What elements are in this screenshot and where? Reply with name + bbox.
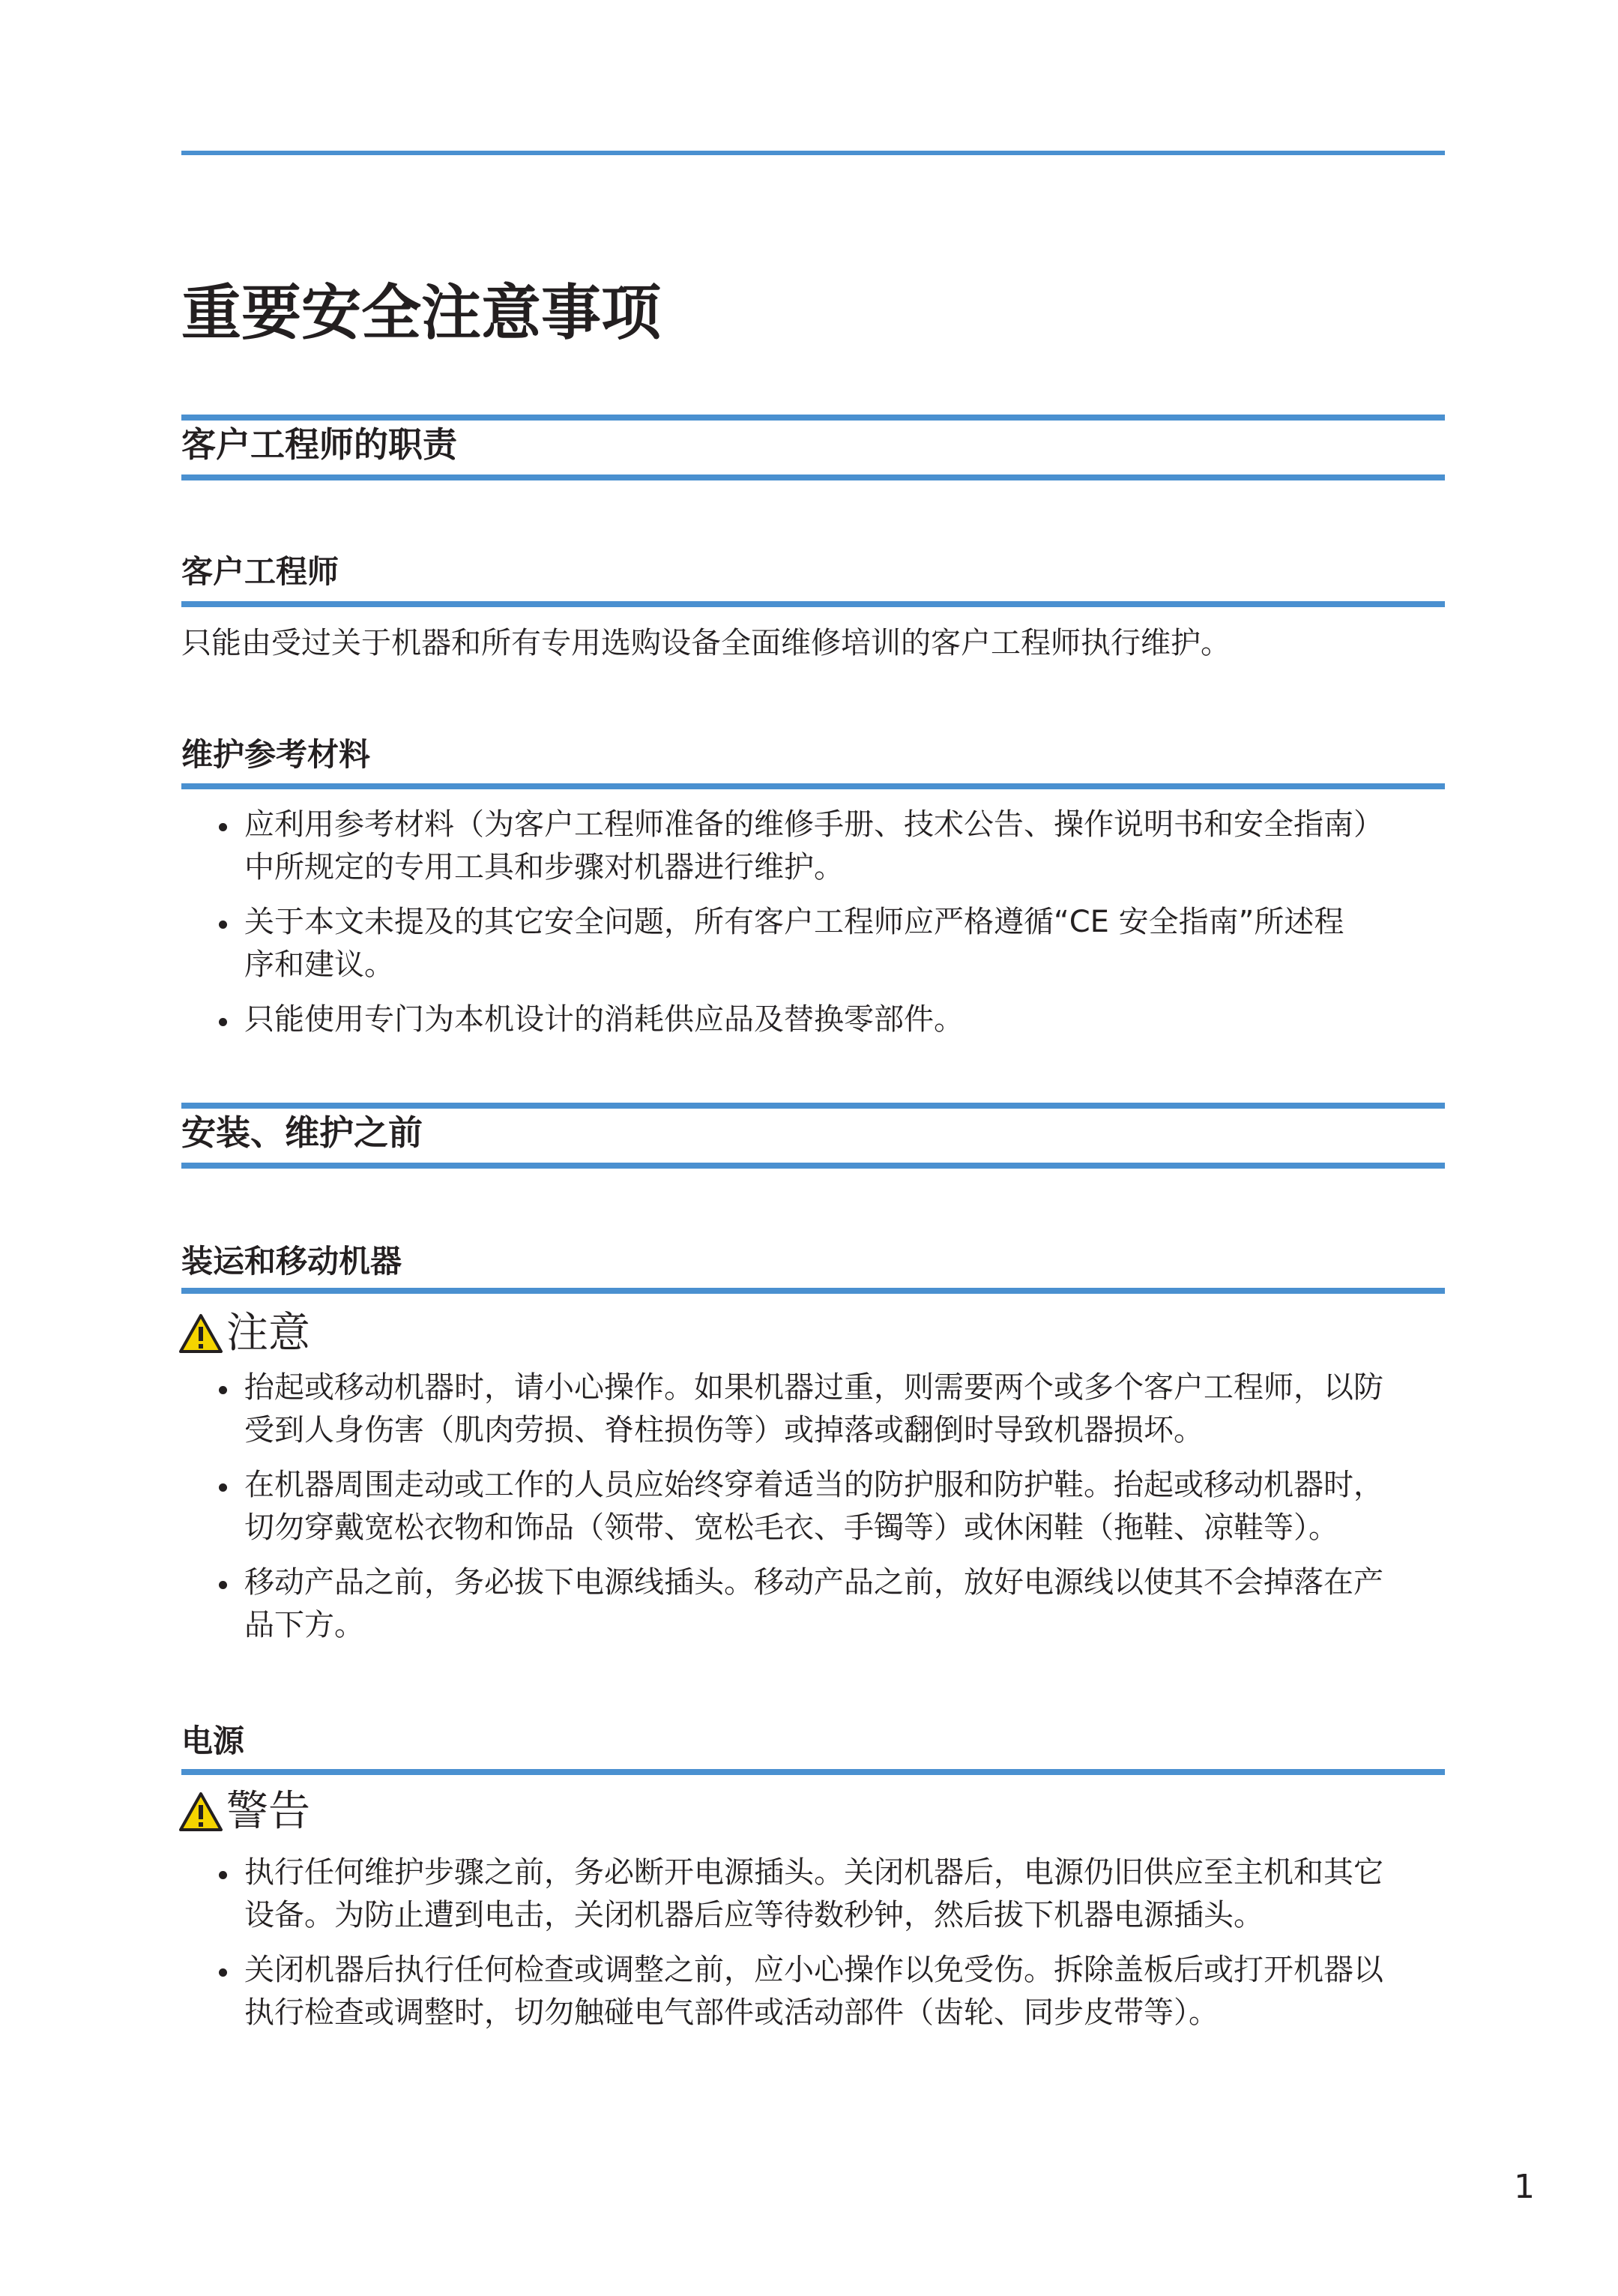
subsection-rule: [181, 601, 1445, 607]
callout-label: 注意: [226, 1309, 310, 1358]
section-heading: 安装、维护之前: [181, 1112, 423, 1153]
list-item: 关于本文未提及的其它安全问题，所有客户工程师应严格遵循“CE 安全指南”所述程 序和建议。: [181, 901, 1455, 986]
paragraph: 只能由受过关于机器和所有专用选购设备全面维修培训的客户工程师执行维护。: [181, 626, 1231, 660]
page-title: 重要安全注意事项: [181, 278, 661, 348]
subsection-rule: [181, 1288, 1445, 1294]
page-number: 1: [1514, 2168, 1535, 2206]
list-item: 关闭机器后执行任何检查或调整之前，应小心操作以免受伤。拆除盖板后或打开机器以 执行检查或调整时，切勿触碰电气部件或活动部件（齿轮、同步皮带等）。: [181, 1949, 1455, 2034]
subsection-rule: [181, 1769, 1445, 1775]
list-item: 只能使用专门为本机设计的消耗供应品及替换零部件。: [181, 998, 1455, 1041]
subsection-heading: 维护参考材料: [181, 736, 371, 773]
bullet-list: [181, 804, 1455, 1053]
list-item: 应利用参考材料（为客户工程师准备的维修手册、技术公告、操作说明书和安全指南） 中所规定的专用工具和步骤对机器进行维护。: [181, 804, 1455, 889]
subsection-heading: 客户工程师: [181, 553, 339, 590]
subsection-rule: [181, 783, 1445, 789]
caution-callout: [178, 1310, 310, 1358]
section-rule-top: [181, 1103, 1445, 1109]
warning-callout: [178, 1788, 310, 1836]
section-rule-bottom: [181, 1163, 1445, 1169]
bullet-list: [181, 1367, 1455, 1659]
header-rule: [181, 151, 1445, 155]
warning-triangle-icon: [178, 1313, 223, 1354]
list-item: 抬起或移动机器时，请小心操作。如果机器过重，则需要两个或多个客户工程师，以防 受到人身伤害（肌肉劳损、脊柱损伤等）或掉落或翻倒时导致机器损坏。: [181, 1367, 1455, 1452]
section-rule-bottom: [181, 474, 1445, 480]
subsection-heading: 装运和移动机器: [181, 1243, 402, 1280]
list-item: 在机器周围走动或工作的人员应始终穿着适当的防护服和防护鞋。抬起或移动机器时， 切勿穿戴宽松衣物和饰品（领带、宽松毛衣、手镯等）或休闲鞋（拖鞋、凉鞋等）。: [181, 1464, 1455, 1549]
bullet-list: [181, 1851, 1455, 2046]
subsection-heading: 电源: [181, 1723, 245, 1759]
list-item: 执行任何维护步骤之前，务必断开电源插头。关闭机器后，电源仍旧供应至主机和其它 设备。为防止遭到电击，关闭机器后应等待数秒钟，然后拔下机器电源插头。: [181, 1851, 1455, 1937]
warning-triangle-icon: [178, 1792, 223, 1832]
section-heading: 客户工程师的职责: [181, 424, 457, 465]
callout-label: 警告: [226, 1787, 310, 1836]
section-rule-top: [181, 415, 1445, 421]
list-item: 移动产品之前，务必拔下电源线插头。移动产品之前，放好电源线以使其不会掉落在产 品下方。: [181, 1561, 1455, 1647]
